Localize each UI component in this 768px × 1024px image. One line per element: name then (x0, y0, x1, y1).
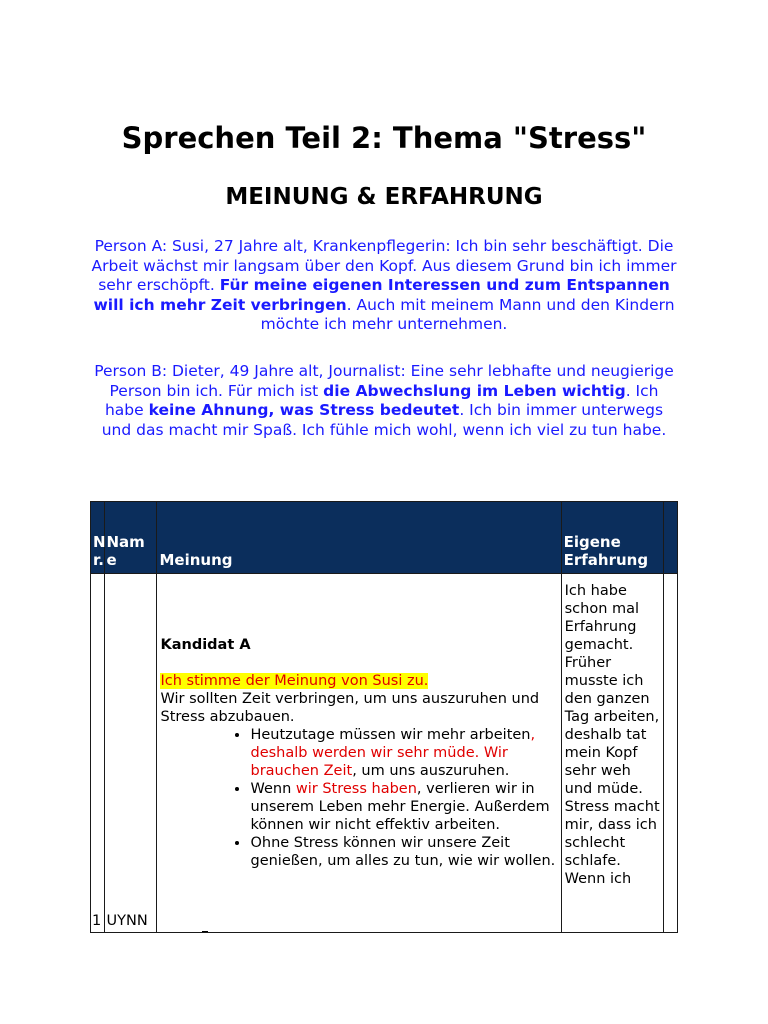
table-header-row (91, 502, 678, 574)
cell-marker (202, 931, 208, 932)
person-b-bold-1: die Abwechslung im Leben wichtig (323, 381, 626, 400)
list-item: • Heutzutage müssen wir mehr arbeiten, deshalb werden wir sehr müde. Wir brauchen Zeit, um uns auszuruhen. (250, 726, 558, 780)
person-a-text-2: . Auch mit meinem Mann und den Kindern möchte ich mehr unternehmen. (260, 295, 675, 334)
row-nr: 1 (91, 574, 105, 933)
candidate-label: Kandidat A (160, 637, 251, 653)
opinion-table (90, 501, 678, 933)
agree-statement (160, 672, 558, 690)
header-meinung: Meinung (157, 502, 561, 574)
person-b-paragraph (88, 362, 680, 440)
person-b-bold-2: keine Ahnung, was Stress bedeutet (148, 401, 460, 420)
row-erfahrung: Ich habe schon mal Erfahrung gemacht. Früher musste ich den ganzen Tag arbeiten, deshalb tat mein Kopf sehr weh und müde. Stress macht mir, dass ich schlecht schlafe. Wenn ich (561, 574, 664, 933)
row-empty (664, 574, 678, 933)
row-meinung (157, 574, 561, 933)
header-empty (664, 502, 678, 574)
person-a-text-1: Person A: Susi, 27 Jahre alt, Krankenpflegerin: Ich bin sehr beschäftigt. Die Arbeit wächst mir langsam über den Kopf. Aus diesem Grund bin ich immer sehr erschöpft. (91, 237, 677, 295)
person-a-paragraph (88, 237, 680, 335)
header-name: Name (104, 502, 157, 574)
header-erfahrung: Eigene Erfahrung (561, 502, 664, 574)
header-nr: Nr. (91, 502, 105, 574)
page-title: Sprechen Teil 2: Thema "Stress" (121, 121, 647, 155)
table-row (91, 574, 678, 933)
person-b-text-1: Person B: Dieter, 49 Jahre alt, Journalist: Eine sehr lebhafte und neugierige Person bin ich. Für mich ist (94, 362, 674, 400)
person-b-text-3: . Ich bin immer unterwegs und das macht mir Spaß. Ich fühle mich wohl, wenn ich viel zu tun habe. (101, 401, 667, 439)
row-name: UYNN (104, 574, 157, 933)
person-b-text-2: . Ich habe (104, 381, 659, 420)
intro-text: Wir sollten Zeit verbringen, um uns auszuruhen und Stress abzubauen. (160, 691, 540, 725)
argument-list (160, 726, 558, 870)
page-subtitle: MEINUNG & ERFAHRUNG (225, 184, 543, 210)
person-a-bold: Für meine eigenen Interessen und zum Entspannen will ich mehr Zeit verbringen (93, 276, 670, 314)
agree-highlight: Ich stimme der Meinung von Susi zu. (160, 673, 429, 689)
list-item: • Ohne Stress können wir unsere Zeit genießen, um alles zu tun, wie wir wollen. (250, 834, 558, 870)
list-item: • Wenn wir Stress haben, verlieren wir in unserem Leben mehr Energie. Außerdem können wir nicht effektiv arbeiten. (250, 780, 558, 834)
